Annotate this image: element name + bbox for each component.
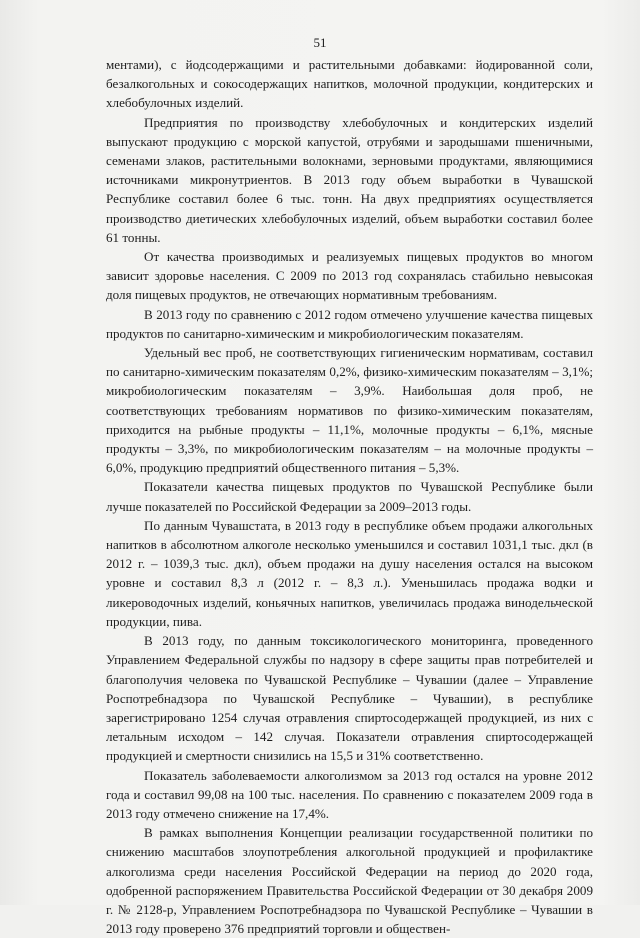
paragraph: В 2013 году, по данным токсикологического мониторинга, проведенного Управлением Федеральной службы по надзору в сфере защиты прав потребителей и благополучия человека по Чувашской Республике – Чувашии (далее – Управление Роспотребнадзора по Чувашской Республике – Чувашии), в республике зарегистрировано 1254 случая отравления спиртосодержащей продукцией, из них с летальным исходом – 142 случая. Показатели отравления спиртосодержащей продукцией и смертности снизились на 15,5 и 31% соответственно. <box>106 633 593 764</box>
document-body <box>106 55 593 938</box>
page-number: 51 <box>313 35 327 50</box>
paragraph: В рамках выполнения Концепции реализации государственной политики по снижению масштабов злоупотребления алкогольной продукцией и профилактике алкоголизма среди населения Российской Федерации на период до 2020 года, одобренной распоряжением Правительства Российской Федерации от 30 декабря 2009 г. № 2128-р, Управлением Роспотребнадзора по Чувашской Республике – Чувашии в 2013 году проверено 376 предприятий торговли и обществен- <box>106 825 593 937</box>
paragraph: Удельный вес проб, не соответствующих гигиеническим нормативам, составил по санитарно-химическим показателям 0,2%, физико-химическим показателям – 3,1%; микробиологическим показателям – 3,9%. Наибольшая доля проб, не соответствующих требованиям нормативов по физико-химическим показателям, приходится на рыбные продукты – 11,1%, молочные продукты – 6,1%, мясные продукты – 3,3%, по микробиологическим показателям – на молочные продукты – 6,0%, продукцию предприятий общественного питания – 5,3%. <box>106 345 593 476</box>
paragraph: Показатели качества пищевых продуктов по Чувашской Республике были лучше показателей по Российской Федерации за 2009–2013 годы. <box>106 479 593 514</box>
paragraph: В 2013 году по сравнению с 2012 годом отмечено улучшение качества пищевых продуктов по санитарно-химическим и микробиологическим показателям. <box>106 306 593 341</box>
paragraph: По данным Чувашстата, в 2013 году в республике объем продажи алкогольных напитков в абсолютном алкоголе несколько уменьшился и составил 1031,1 тыс. дкл (в 2012 г. – 1039,3 тыс. дкл), объем продажи на душу населения остался на высоком уровне и составил 8,3 л (2012 г. – 8,3 л.). Уменьшилась продажа водки и ликероводочных изделий, коньячных напитков, увеличилась продажа винодельческой продукции, пива. <box>106 517 593 629</box>
paragraph: Предприятия по производству хлебобулочных и кондитерских изделий выпускают продукцию с морской капустой, отрубями и зародышами пшеничными, семенами злаков, растительными волокнами, зерновыми продуктами, являющимися источниками микронутриентов. В 2013 году объем выработки в Чувашской Республике составил более 6 тыс. тонн. На двух предприятиях осуществляется производство диетических хлебобулочных изделий, объем выработки составил более 61 тонны. <box>106 114 593 245</box>
paragraph: От качества производимых и реализуемых пищевых продуктов во многом зависит здоровье населения. С 2009 по 2013 год сохранялась стабильно невысокая доля пищевых продуктов, не отвечающих нормативным требованиям. <box>106 249 593 303</box>
paragraph: ментами), с йодсодержащими и растительными добавками: йодированной соли, безалкогольных и сокосодержащих напитков, молочной продукции, кондитерских и хлебобулочных изделий. <box>106 57 593 111</box>
paragraph: Показатель заболеваемости алкоголизмом за 2013 год остался на уровне 2012 года и составил 99,08 на 100 тыс. населения. По сравнению с показателем 2009 года в 2013 году отмечено снижение на 17,4%. <box>106 767 593 821</box>
